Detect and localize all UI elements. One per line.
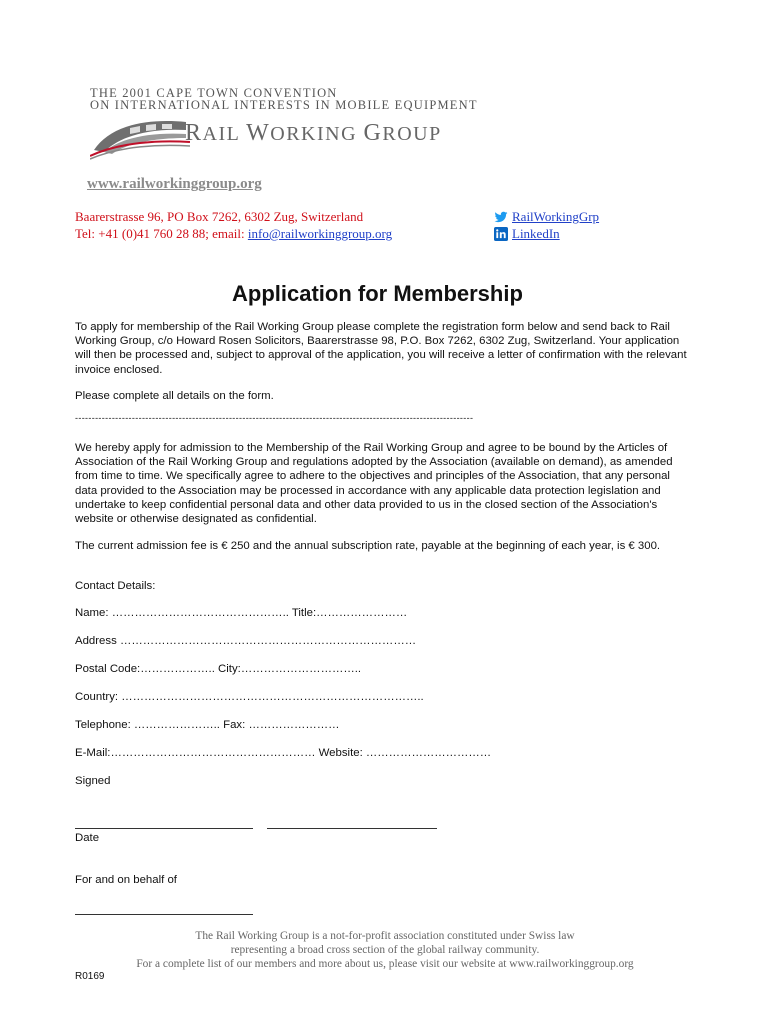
complete-note: Please complete all details on the form. xyxy=(75,390,274,402)
date-label: Date xyxy=(75,832,100,844)
page-title: Application for Membership xyxy=(232,281,523,306)
convention-line-2: ON INTERNATIONAL INTERESTS IN MOBILE EQUIPMENT xyxy=(90,98,478,112)
postal-city-field[interactable]: Postal Code:……………….. City:………………………….. xyxy=(75,663,362,675)
reference-code: R0169 xyxy=(75,971,105,982)
contact-details-heading: Contact Details: xyxy=(75,580,156,592)
linkedin-label[interactable]: LinkedIn xyxy=(512,226,560,241)
email-link[interactable]: info@railworkinggroup.org xyxy=(247,226,393,241)
date-line[interactable] xyxy=(267,828,437,829)
country-field[interactable]: Country: …………………………………………………………………….. xyxy=(75,691,424,703)
behalf-label: For and on behalf of xyxy=(75,874,177,886)
footer-line-3: For a complete list of our members and more about us, please visit our website at www.railworkinggroup.org xyxy=(136,958,634,970)
website-link[interactable]: www.railworkinggroup.org xyxy=(87,176,262,192)
convention-line-1: THE 2001 CAPE TOWN CONVENTION xyxy=(90,86,338,100)
signature-line[interactable] xyxy=(75,828,253,829)
signed-label: Signed xyxy=(75,775,111,787)
linkedin-link[interactable] xyxy=(494,226,560,242)
intro-paragraph: To apply for membership of the Rail Working Group please complete the registration form below and send back to Rail Working Group, c/o Howard Rosen Solicitors, Baarerstrasse 98, P.O. Box 7262, 6302 Zug, Switzerland. Your application will then be processed and, subject to approval of the application, you will receive a letter of confirmation with the relevant invoice enclosed. xyxy=(75,321,687,376)
twitter-icon xyxy=(494,210,508,224)
fee-paragraph: The current admission fee is € 250 and the annual subscription rate, payable at the beginning of each year, is € 300. xyxy=(75,540,661,552)
name-title-field[interactable]: Name: ……………………………………….. Title:…………………… xyxy=(75,607,408,619)
behalf-line[interactable] xyxy=(75,914,253,915)
tel-line: Tel: +41 (0)41 760 28 88; email: info@railworkinggroup.org xyxy=(75,226,393,241)
telephone-fax-field[interactable]: Telephone: ………………….. Fax: …………………… xyxy=(75,719,340,731)
email-website-field[interactable]: E-Mail:……………………………………………… Website: …………………………… xyxy=(75,747,492,759)
twitter-label[interactable]: RailWorkingGrp xyxy=(512,209,600,224)
address-field[interactable]: Address …………………………………………………………………… xyxy=(75,635,417,647)
logo-wordmark: RAIL WORKING GROUP xyxy=(185,120,442,146)
address-line: Baarerstrasse 96, PO Box 7262, 6302 Zug, Switzerland xyxy=(75,209,364,224)
separator-line: ----------------------------------------------------------------------------------------------------------------------- xyxy=(75,413,474,423)
linkedin-icon xyxy=(494,227,508,241)
admission-paragraph: We hereby apply for admission to the Membership of the Rail Working Group and agree to be bound by the Articles of Association of the Rail Working Group and regulations adopted by the Association (available on demand), as amended from time to time. We specifically agree to adhere to the objectives and principles of the Association, that any personal data provided to the Association may be processed in accordance with any applicable data protection legislation and undertake to keep confidential personal data and other data provided to us in the closed section of the Association's website or otherwise designated as confidential. xyxy=(75,442,673,526)
train-logo xyxy=(90,112,190,165)
twitter-link[interactable] xyxy=(494,209,599,225)
footer-line-2: representing a broad cross section of the global railway community. xyxy=(230,944,540,956)
footer-line-1: The Rail Working Group is a not-for-profit association constituted under Swiss law xyxy=(195,930,575,942)
